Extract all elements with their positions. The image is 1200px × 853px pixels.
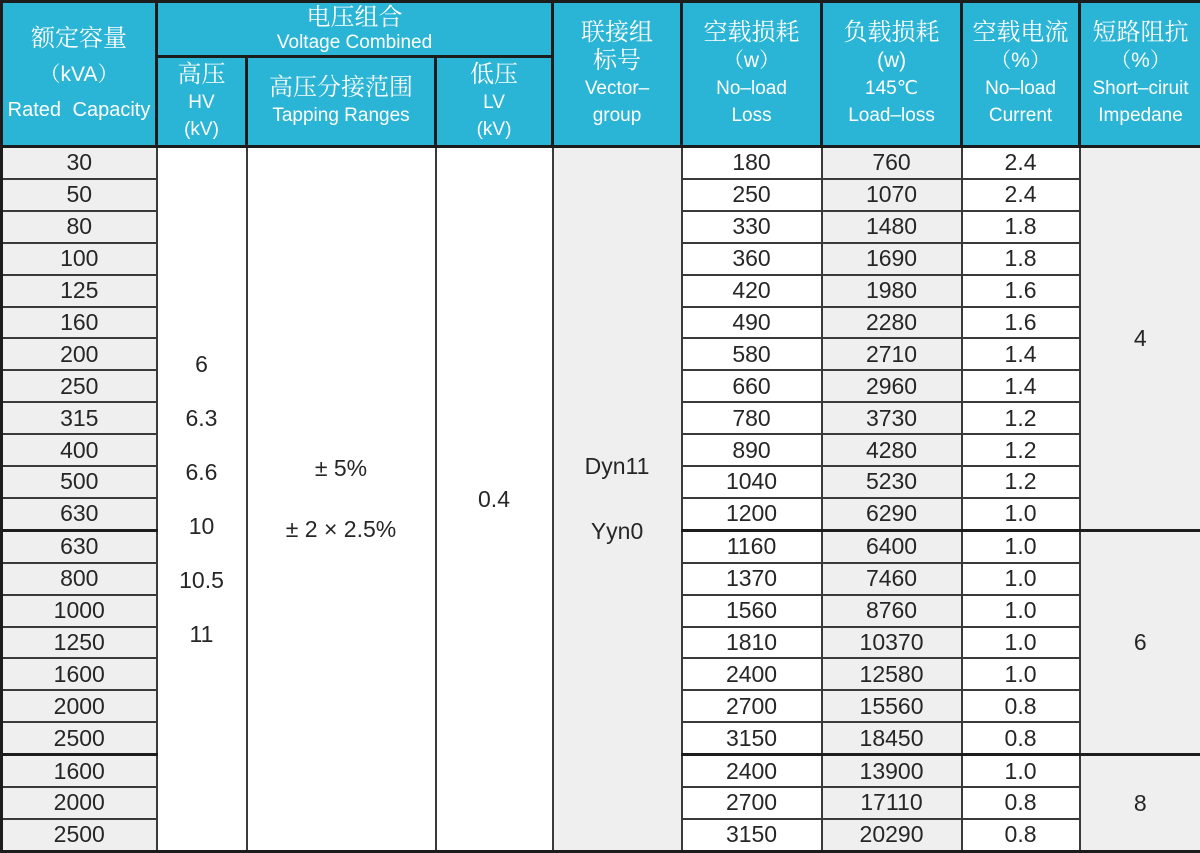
header-load-loss-en: Load–loss bbox=[848, 105, 935, 126]
header-load-loss-unit: (w) bbox=[876, 49, 907, 72]
capacity-cell: 250 bbox=[2, 370, 157, 402]
capacity-cell: 1600 bbox=[2, 658, 157, 690]
no-load-loss-cell: 1200 bbox=[682, 498, 822, 530]
lv-merged-cell: 0.4 bbox=[436, 147, 553, 852]
no-load-loss-cell: 250 bbox=[682, 179, 822, 211]
header-voltage-combined-zh: 电压组合 bbox=[306, 3, 403, 31]
table-body bbox=[2, 147, 1200, 852]
no-load-loss-cell: 580 bbox=[682, 338, 822, 370]
hv-value: 10 bbox=[188, 512, 215, 539]
header-hv-en: HV bbox=[188, 91, 215, 113]
load-loss-cell: 17110 bbox=[822, 787, 962, 819]
impedance-cell: 8 bbox=[1080, 755, 1200, 852]
capacity-cell: 160 bbox=[2, 307, 157, 339]
capacity-cell: 1600 bbox=[2, 755, 157, 787]
vector-group-value: Dyn11 bbox=[584, 453, 650, 479]
header-lv-en: LV bbox=[483, 91, 505, 113]
header-no-load-current bbox=[962, 2, 1080, 147]
load-loss-cell: 760 bbox=[822, 147, 962, 179]
no-load-loss-cell: 2700 bbox=[682, 690, 822, 722]
capacity-cell: 2500 bbox=[2, 722, 157, 754]
capacity-cell: 50 bbox=[2, 179, 157, 211]
header-voltage-combined bbox=[157, 2, 553, 57]
header-hv-unit: (kV) bbox=[184, 118, 219, 140]
no-load-loss-cell: 1040 bbox=[682, 466, 822, 498]
no-load-current-cell: 1.0 bbox=[962, 530, 1080, 562]
impedance-cell: 6 bbox=[1080, 530, 1200, 754]
header-load-loss-zh: 负载损耗 bbox=[843, 19, 940, 46]
capacity-cell: 30 bbox=[2, 147, 157, 179]
tapping-merged-cell bbox=[247, 147, 436, 852]
capacity-cell: 800 bbox=[2, 563, 157, 595]
capacity-cell: 2000 bbox=[2, 690, 157, 722]
no-load-current-cell: 0.8 bbox=[962, 819, 1080, 852]
hv-value: 11 bbox=[189, 620, 214, 647]
no-load-loss-cell: 660 bbox=[682, 370, 822, 402]
capacity-cell: 125 bbox=[2, 275, 157, 307]
load-loss-cell: 13900 bbox=[822, 755, 962, 787]
vector-group-merged-cell-stack bbox=[554, 453, 681, 545]
header-no-load-loss-en1: No–load bbox=[716, 78, 787, 99]
header-rated-capacity bbox=[2, 2, 157, 147]
header-vector-group-en1: Vector– bbox=[584, 78, 650, 99]
no-load-current-cell: 0.8 bbox=[962, 787, 1080, 819]
header-no-load-current-en1: No–load bbox=[985, 78, 1056, 99]
header-tapping-en: Tapping Ranges bbox=[272, 105, 410, 126]
header-rated-capacity-unit: （kVA） bbox=[39, 63, 119, 86]
no-load-loss-cell: 490 bbox=[682, 307, 822, 339]
no-load-current-cell: 1.2 bbox=[962, 466, 1080, 498]
capacity-cell: 100 bbox=[2, 243, 157, 275]
header-impedance-en1: Short–ciruit bbox=[1092, 78, 1189, 99]
impedance-cell: 4 bbox=[1080, 147, 1200, 531]
no-load-current-cell: 1.0 bbox=[962, 627, 1080, 659]
no-load-current-cell: 1.4 bbox=[962, 370, 1080, 402]
vector-group-merged-cell bbox=[553, 147, 682, 852]
load-loss-cell: 5230 bbox=[822, 466, 962, 498]
capacity-cell: 2000 bbox=[2, 787, 157, 819]
header-load-loss bbox=[822, 2, 962, 147]
load-loss-cell: 15560 bbox=[822, 690, 962, 722]
capacity-cell: 200 bbox=[2, 338, 157, 370]
load-loss-cell: 18450 bbox=[822, 722, 962, 754]
capacity-cell: 2500 bbox=[2, 819, 157, 852]
load-loss-cell: 20290 bbox=[822, 819, 962, 852]
no-load-current-cell: 1.0 bbox=[962, 498, 1080, 530]
load-loss-cell: 2960 bbox=[822, 370, 962, 402]
no-load-current-cell: 0.8 bbox=[962, 690, 1080, 722]
load-loss-cell: 3730 bbox=[822, 402, 962, 434]
capacity-cell: 500 bbox=[2, 466, 157, 498]
no-load-current-cell: 2.4 bbox=[962, 179, 1080, 211]
no-load-current-cell: 1.4 bbox=[962, 338, 1080, 370]
capacity-cell: 80 bbox=[2, 211, 157, 243]
header-vector-group-en2: group bbox=[592, 105, 642, 126]
capacity-cell: 400 bbox=[2, 434, 157, 466]
header-hv-zh: 高压 bbox=[177, 60, 226, 88]
header-rated-capacity-zh: 额定容量 bbox=[31, 25, 127, 52]
header-no-load-current-unit: （%） bbox=[990, 49, 1051, 72]
load-loss-cell: 1480 bbox=[822, 211, 962, 243]
tapping-merged-cell-stack bbox=[248, 455, 435, 543]
header-impedance-unit: （%） bbox=[1110, 49, 1171, 72]
no-load-loss-cell: 330 bbox=[682, 211, 822, 243]
header-rated-capacity-en: Rated Capacity bbox=[7, 99, 151, 121]
table-row bbox=[2, 147, 1200, 179]
header-no-load-current-zh: 空载电流 bbox=[972, 19, 1069, 46]
table-header bbox=[2, 2, 1200, 147]
no-load-loss-cell: 1560 bbox=[682, 595, 822, 627]
capacity-cell: 1250 bbox=[2, 627, 157, 659]
header-load-loss-temp: 145℃ bbox=[865, 78, 919, 99]
no-load-current-cell: 1.0 bbox=[962, 658, 1080, 690]
header-short-circuit-impedance bbox=[1080, 2, 1200, 147]
no-load-current-cell: 1.8 bbox=[962, 211, 1080, 243]
load-loss-cell: 8760 bbox=[822, 595, 962, 627]
hv-merged-cell bbox=[157, 147, 247, 852]
hv-merged-cell-stack bbox=[158, 351, 246, 648]
no-load-current-cell: 1.0 bbox=[962, 755, 1080, 787]
no-load-current-cell: 1.6 bbox=[962, 307, 1080, 339]
header-lv bbox=[436, 57, 553, 147]
no-load-loss-cell: 2700 bbox=[682, 787, 822, 819]
header-hv bbox=[157, 57, 247, 147]
tapping-value: ± 5% bbox=[314, 455, 368, 481]
load-loss-cell: 2280 bbox=[822, 307, 962, 339]
load-loss-cell: 2710 bbox=[822, 338, 962, 370]
load-loss-cell: 6400 bbox=[822, 530, 962, 562]
no-load-current-cell: 1.8 bbox=[962, 243, 1080, 275]
header-vector-group-zh2: 标号 bbox=[593, 47, 642, 74]
header-voltage-combined-en: Voltage Combined bbox=[276, 31, 433, 53]
no-load-loss-cell: 360 bbox=[682, 243, 822, 275]
no-load-current-cell: 1.2 bbox=[962, 434, 1080, 466]
no-load-loss-cell: 1160 bbox=[682, 530, 822, 562]
no-load-loss-cell: 3150 bbox=[682, 722, 822, 754]
load-loss-cell: 10370 bbox=[822, 627, 962, 659]
no-load-loss-cell: 1810 bbox=[682, 627, 822, 659]
load-loss-cell: 1690 bbox=[822, 243, 962, 275]
header-no-load-loss-zh: 空载损耗 bbox=[703, 19, 800, 46]
no-load-loss-cell: 420 bbox=[682, 275, 822, 307]
no-load-loss-cell: 890 bbox=[682, 434, 822, 466]
header-impedance-zh: 短路阻抗 bbox=[1092, 19, 1189, 46]
hv-value: 6.3 bbox=[185, 404, 218, 431]
header-no-load-loss-unit: （w） bbox=[722, 49, 781, 72]
header-impedance-en2: Impedane bbox=[1098, 105, 1183, 126]
capacity-cell: 630 bbox=[2, 498, 157, 530]
vector-group-value: Yyn0 bbox=[590, 518, 644, 544]
tapping-value: ± 2 × 2.5% bbox=[285, 516, 397, 542]
header-no-load-loss-en2: Loss bbox=[731, 105, 772, 126]
hv-value: 10.5 bbox=[179, 566, 224, 593]
capacity-cell: 315 bbox=[2, 402, 157, 434]
header-no-load-loss bbox=[682, 2, 822, 147]
header-lv-zh: 低压 bbox=[470, 60, 519, 88]
no-load-loss-cell: 3150 bbox=[682, 819, 822, 852]
header-no-load-current-en2: Current bbox=[988, 105, 1053, 126]
no-load-loss-cell: 2400 bbox=[682, 658, 822, 690]
no-load-loss-cell: 1370 bbox=[682, 563, 822, 595]
no-load-current-cell: 2.4 bbox=[962, 147, 1080, 179]
no-load-loss-cell: 2400 bbox=[682, 755, 822, 787]
header-vector-group-zh1: 联接组 bbox=[581, 19, 654, 46]
capacity-cell: 1000 bbox=[2, 595, 157, 627]
no-load-loss-cell: 180 bbox=[682, 147, 822, 179]
load-loss-cell: 4280 bbox=[822, 434, 962, 466]
no-load-current-cell: 1.0 bbox=[962, 563, 1080, 595]
hv-value: 6 bbox=[195, 350, 208, 377]
load-loss-cell: 6290 bbox=[822, 498, 962, 530]
hv-value: 6.6 bbox=[185, 458, 218, 485]
load-loss-cell: 7460 bbox=[822, 563, 962, 595]
header-tapping-ranges bbox=[247, 57, 436, 147]
no-load-current-cell: 1.2 bbox=[962, 402, 1080, 434]
no-load-current-cell: 1.6 bbox=[962, 275, 1080, 307]
no-load-current-cell: 1.0 bbox=[962, 595, 1080, 627]
capacity-cell: 630 bbox=[2, 530, 157, 562]
header-lv-unit: (kV) bbox=[476, 118, 512, 140]
header-tapping-zh: 高压分接范围 bbox=[269, 74, 413, 101]
load-loss-cell: 1070 bbox=[822, 179, 962, 211]
load-loss-cell: 12580 bbox=[822, 658, 962, 690]
load-loss-cell: 1980 bbox=[822, 275, 962, 307]
header-vector-group bbox=[553, 2, 682, 147]
no-load-current-cell: 0.8 bbox=[962, 722, 1080, 754]
no-load-loss-cell: 780 bbox=[682, 402, 822, 434]
